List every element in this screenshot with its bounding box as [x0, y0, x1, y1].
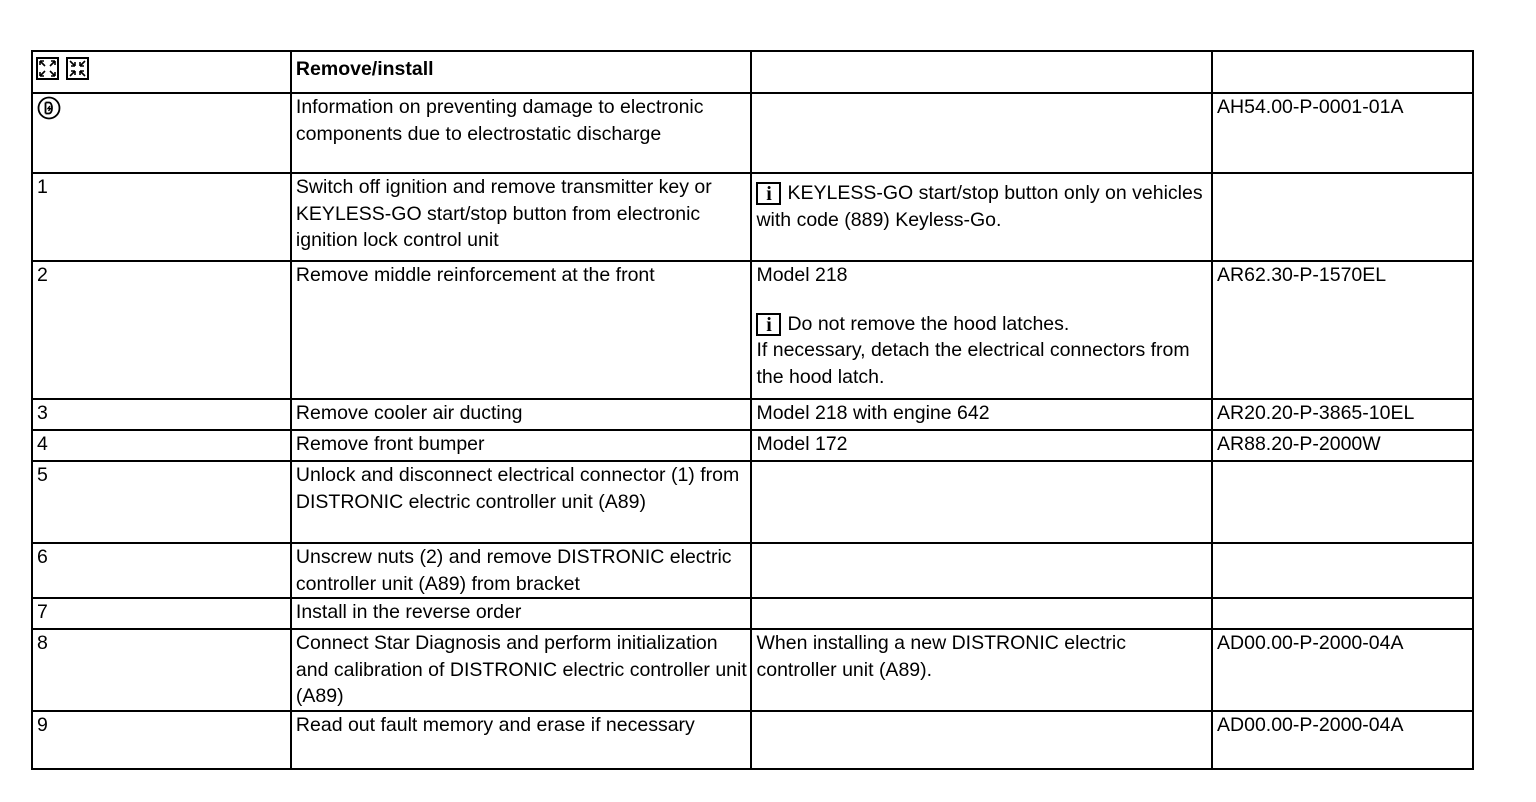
note-cell: Model 218 with engine 642	[751, 399, 1212, 430]
note-cell	[751, 711, 1212, 769]
table-row	[32, 461, 1473, 543]
action-cell: Remove front bumper	[291, 430, 752, 461]
action-cell: Switch off ignition and remove transmitter key or KEYLESS-GO start/stop button from electronic ignition lock control unit	[291, 173, 752, 261]
reference-cell: AD00.00-P-2000-04A	[1212, 629, 1473, 711]
action-cell: Install in the reverse order	[291, 598, 752, 629]
step-cell: 5	[32, 461, 291, 543]
note-extra-text: If necessary, detach the electrical connectors from the hood latch.	[756, 339, 1190, 388]
procedure-table	[31, 50, 1474, 770]
table-row	[32, 399, 1473, 430]
action-cell: Information on preventing damage to electronic components due to electrostatic discharge	[291, 93, 752, 173]
table-row	[32, 711, 1473, 769]
note-cell	[751, 261, 1212, 399]
table-row	[32, 598, 1473, 629]
table-header-row	[32, 51, 1473, 93]
note-info-text: KEYLESS-GO start/stop button only on vehicles with code (889) Keyless-Go.	[756, 182, 1203, 231]
header-note-cell	[751, 51, 1212, 93]
reference-cell: AR62.30-P-1570EL	[1212, 261, 1473, 399]
step-cell: 2	[32, 261, 291, 399]
step-cell: 4	[32, 430, 291, 461]
header-reference-cell	[1212, 51, 1473, 93]
reference-cell: AR20.20-P-3865-10EL	[1212, 399, 1473, 430]
reference-cell	[1212, 173, 1473, 261]
note-cell	[751, 173, 1212, 261]
step-cell	[32, 93, 291, 173]
remove-icon	[36, 57, 59, 80]
reference-cell: AH54.00-P-0001-01A	[1212, 93, 1473, 173]
reference-cell: AR88.20-P-2000W	[1212, 430, 1473, 461]
info-icon: i	[756, 313, 781, 336]
esd-warning-icon	[37, 96, 61, 120]
step-cell: 3	[32, 399, 291, 430]
action-cell: Unscrew nuts (2) and remove DISTRONIC electric controller unit (A89) from bracket	[291, 543, 752, 598]
step-cell: 9	[32, 711, 291, 769]
header-title: Remove/install	[291, 51, 752, 93]
table-row	[32, 430, 1473, 461]
note-cell	[751, 461, 1212, 543]
reference-cell	[1212, 598, 1473, 629]
action-cell: Remove middle reinforcement at the front	[291, 261, 752, 399]
step-cell: 6	[32, 543, 291, 598]
action-cell: Unlock and disconnect electrical connector (1) from DISTRONIC electric controller unit (A89)	[291, 461, 752, 543]
step-cell: 8	[32, 629, 291, 711]
note-cell: When installing a new DISTRONIC electric controller unit (A89).	[751, 629, 1212, 711]
table-row	[32, 629, 1473, 711]
table-row	[32, 173, 1473, 261]
note-text: Model 218	[756, 264, 848, 286]
reference-cell: AD00.00-P-2000-04A	[1212, 711, 1473, 769]
reference-cell	[1212, 461, 1473, 543]
step-cell: 1	[32, 173, 291, 261]
install-icon	[66, 57, 89, 80]
table-row	[32, 543, 1473, 598]
note-cell: Model 172	[751, 430, 1212, 461]
reference-cell	[1212, 543, 1473, 598]
table-row	[32, 93, 1473, 173]
action-cell: Remove cooler air ducting	[291, 399, 752, 430]
info-icon: i	[756, 182, 781, 205]
note-cell	[751, 598, 1212, 629]
action-cell: Connect Star Diagnosis and perform initialization and calibration of DISTRONIC electric controller unit (A89)	[291, 629, 752, 711]
table-row	[32, 261, 1473, 399]
note-cell	[751, 93, 1212, 173]
action-cell: Read out fault memory and erase if necessary	[291, 711, 752, 769]
header-icons-cell	[32, 51, 291, 93]
step-cell: 7	[32, 598, 291, 629]
note-info-text: Do not remove the hood latches.	[787, 312, 1070, 335]
note-cell	[751, 543, 1212, 598]
